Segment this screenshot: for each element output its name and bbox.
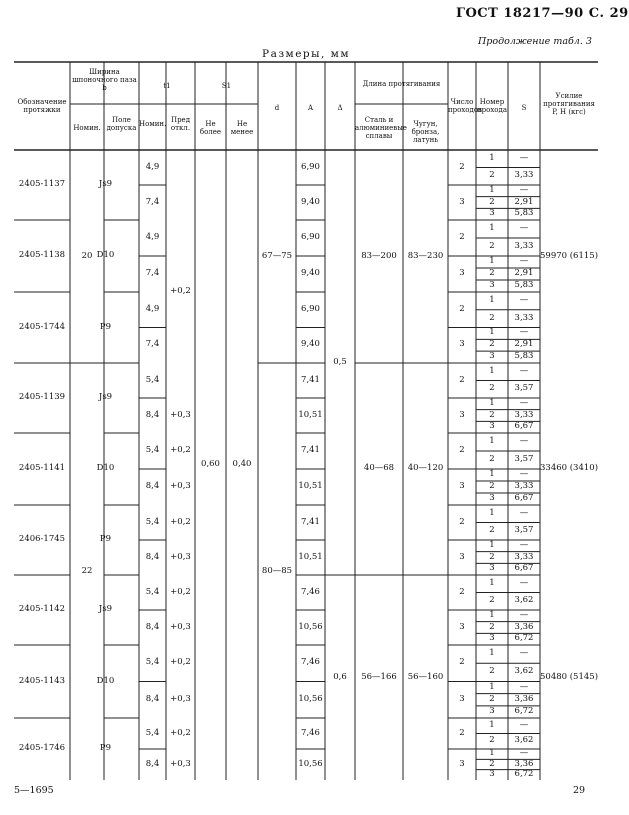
pass-number: 1 — [489, 294, 495, 305]
pass-number: 2 — [489, 268, 495, 278]
pass-count: 2 — [459, 161, 465, 172]
s-value: — — [519, 507, 529, 518]
s1-max: 0,60 — [201, 459, 220, 469]
continuation-note: Продолжение табл. 3 — [478, 36, 592, 47]
pass-number: 2 — [489, 735, 495, 746]
pass-number: 2 — [489, 454, 495, 464]
t1-deviation: +0,2 — [170, 445, 191, 455]
pass-count: 2 — [459, 657, 465, 668]
designation: 2405-1138 — [18, 250, 66, 260]
s-value: 3,33 — [514, 312, 534, 323]
s-value: — — [519, 469, 529, 479]
designation: 2405-1746 — [18, 743, 66, 753]
pass-number: 2 — [489, 481, 495, 491]
col-designation: Обозначение протяжки — [17, 98, 67, 114]
pass-count: 2 — [459, 232, 465, 242]
pass-number: 1 — [489, 152, 495, 163]
s-value: — — [519, 539, 529, 550]
length-steel: 56—166 — [361, 671, 397, 682]
force: 50480 (5145) — [540, 671, 599, 682]
t1-deviation: +0,2 — [170, 285, 191, 296]
pass-count: 3 — [459, 758, 465, 769]
pass-count: 3 — [459, 196, 465, 207]
t1-deviation: +0,3 — [170, 693, 191, 704]
pass-count: 3 — [459, 409, 465, 420]
s-value: 6,67 — [514, 563, 534, 574]
pass-count: 3 — [459, 621, 465, 632]
pass-count: 3 — [459, 268, 465, 278]
s-value: — — [519, 397, 529, 408]
pass-number: 2 — [489, 383, 495, 394]
col-length: Длина протягивания — [362, 80, 441, 88]
pass-number: 1 — [489, 748, 495, 759]
a-value: 10,56 — [298, 693, 323, 704]
tolerance-field: Js9 — [98, 392, 113, 402]
page-code: 5—1695 — [14, 785, 54, 796]
s-value: 2,91 — [514, 339, 534, 350]
pass-number: 3 — [489, 705, 495, 716]
t1-nominal: 8,4 — [145, 551, 160, 562]
pass-number: 2 — [489, 241, 495, 251]
s-value: 3,62 — [514, 735, 534, 746]
s-value: — — [519, 577, 529, 588]
pass-count: 2 — [459, 303, 465, 314]
a-value: 7,41 — [301, 374, 320, 385]
col-s1-max: Не более — [199, 120, 222, 136]
pass-count: 3 — [459, 551, 465, 562]
s-value: — — [519, 294, 529, 305]
col-s1-min: Не менее — [230, 120, 254, 136]
length-iron: 83—230 — [407, 250, 444, 261]
tolerance-field: P9 — [99, 534, 112, 544]
designation: 2406-1745 — [18, 534, 66, 544]
s-value: 6,72 — [514, 768, 534, 779]
t1-nominal: 4,9 — [145, 161, 160, 172]
col-s1: S1 — [221, 82, 232, 90]
s-value: 3,36 — [514, 758, 534, 769]
t1-nominal: 4,9 — [145, 232, 160, 242]
a-value: 9,40 — [301, 339, 320, 350]
designation: 2405-1744 — [18, 321, 66, 332]
a-value: 7,41 — [301, 445, 320, 455]
s-value: — — [519, 327, 529, 338]
s-value: 3,62 — [514, 595, 534, 606]
pass-count: 2 — [459, 727, 465, 738]
t1-nominal: 8,4 — [145, 409, 160, 420]
t1-deviation: +0,3 — [170, 621, 191, 632]
length-steel: 83—200 — [361, 250, 397, 261]
designation: 2405-1142 — [18, 604, 66, 614]
s-value: 3,33 — [514, 241, 534, 251]
t1-nominal: 5,4 — [145, 445, 160, 455]
pass-number: 2 — [489, 551, 495, 562]
s-value: 2,91 — [514, 196, 534, 207]
col-length-steel: Сталь и алюминиевые сплавы — [355, 116, 407, 140]
a-value: 6,90 — [301, 232, 320, 242]
b-nominal: 20 — [81, 250, 93, 261]
t1-deviation: +0,2 — [170, 657, 191, 668]
col-t1-dev: Пред откл. — [170, 116, 191, 132]
pass-count: 2 — [459, 586, 465, 597]
pass-number: 1 — [489, 539, 495, 550]
t1-nominal: 8,4 — [145, 481, 160, 491]
designation: 2405-1137 — [18, 179, 66, 189]
s-value: 3,57 — [514, 525, 534, 536]
s-value: 2,91 — [514, 268, 534, 278]
pass-number: 2 — [489, 339, 495, 350]
s-value: — — [519, 681, 529, 692]
a-value: 7,46 — [301, 657, 320, 668]
s-value: 5,83 — [514, 280, 534, 290]
pass-number: 1 — [489, 469, 495, 479]
standard-number: ГОСТ 18217—90 С. 29 — [456, 6, 629, 21]
delta: 0,6 — [333, 671, 347, 682]
pass-number: 2 — [489, 595, 495, 606]
tolerance-field: D10 — [96, 463, 115, 473]
pass-count: 2 — [459, 516, 465, 527]
pass-number: 2 — [489, 758, 495, 769]
force: 59970 (6115) — [540, 250, 599, 261]
a-value: 10,51 — [298, 551, 323, 562]
col-passes: Число проходов — [448, 98, 482, 114]
designation: 2405-1139 — [18, 392, 66, 402]
tolerance-field: P9 — [99, 321, 112, 332]
d-range: 67—75 — [261, 250, 293, 261]
pass-number: 1 — [489, 365, 495, 376]
b-nominal: 22 — [81, 565, 93, 576]
a-value: 7,46 — [301, 586, 320, 597]
col-a: A — [307, 104, 314, 112]
s-value: — — [519, 152, 529, 163]
d-range: 80—85 — [261, 565, 293, 576]
pass-number: 1 — [489, 184, 495, 195]
force: 33460 (3410) — [540, 463, 599, 473]
pass-number: 3 — [489, 768, 495, 779]
t1-nominal: 8,4 — [145, 758, 160, 769]
length-iron: 40—120 — [407, 463, 444, 473]
s-value: 6,67 — [514, 493, 534, 503]
pass-number: 3 — [489, 280, 495, 290]
t1-nominal: 4,9 — [145, 303, 160, 314]
col-d: d — [274, 104, 280, 112]
t1-deviation: +0,3 — [170, 758, 191, 769]
s-value: — — [519, 648, 529, 659]
pass-number: 2 — [489, 693, 495, 704]
pass-number: 1 — [489, 681, 495, 692]
t1-deviation: +0,3 — [170, 481, 191, 491]
pass-number: 1 — [489, 577, 495, 588]
pass-number: 2 — [489, 409, 495, 420]
t1-nominal: 5,4 — [145, 374, 160, 385]
s-value: 3,62 — [514, 666, 534, 677]
t1-nominal: 5,4 — [145, 727, 160, 738]
col-pass-number: Номер прохода — [476, 98, 507, 114]
pass-number: 1 — [489, 327, 495, 338]
designation: 2405-1143 — [18, 675, 66, 686]
a-value: 10,56 — [298, 621, 323, 632]
s-value: 6,72 — [514, 633, 534, 644]
pass-count: 3 — [459, 339, 465, 350]
s-value: 6,67 — [514, 421, 534, 432]
t1-deviation: +0,3 — [170, 551, 191, 562]
s-value: 3,33 — [514, 481, 534, 491]
a-value: 9,40 — [301, 268, 320, 278]
pass-number: 3 — [489, 493, 495, 503]
tolerance-field: Js9 — [98, 179, 113, 189]
tolerance-field: D10 — [96, 250, 115, 260]
pass-number: 2 — [489, 621, 495, 632]
col-keyway-width: Ширина шпоночного паза b — [72, 68, 137, 92]
pass-number: 3 — [489, 351, 495, 362]
col-s: S — [521, 104, 527, 112]
pass-number: 3 — [489, 208, 495, 219]
pass-number: 1 — [489, 436, 495, 446]
s-value: — — [519, 365, 529, 376]
s-value: — — [519, 748, 529, 759]
length-iron: 56—160 — [407, 671, 444, 682]
s-value: 3,33 — [514, 551, 534, 562]
pass-number: 2 — [489, 312, 495, 323]
t1-nominal: 7,4 — [145, 268, 160, 278]
pass-number: 1 — [489, 648, 495, 659]
a-value: 10,51 — [298, 409, 323, 420]
t1-deviation: +0,2 — [170, 516, 191, 527]
s-value: 3,57 — [514, 383, 534, 394]
t1-nominal: 8,4 — [145, 693, 160, 704]
t1-nominal: 7,4 — [145, 339, 160, 350]
s-value: 3,33 — [514, 170, 534, 181]
pass-number: 3 — [489, 563, 495, 574]
pass-number: 1 — [489, 397, 495, 408]
t1-nominal: 5,4 — [145, 657, 160, 668]
s-value: 5,83 — [514, 208, 534, 219]
length-steel: 40—68 — [363, 463, 395, 473]
t1-deviation: +0,3 — [170, 409, 191, 420]
pass-count: 3 — [459, 481, 465, 491]
t1-nominal: 5,4 — [145, 586, 160, 597]
pass-count: 2 — [459, 374, 465, 385]
s-value: 3,57 — [514, 454, 534, 464]
pass-number: 1 — [489, 223, 495, 233]
t1-nominal: 8,4 — [145, 621, 160, 632]
col-t1: t1 — [163, 82, 171, 90]
a-value: 7,41 — [301, 516, 320, 527]
designation: 2405-1141 — [18, 463, 66, 473]
s1-min: 0,40 — [232, 459, 252, 469]
pass-number: 3 — [489, 421, 495, 432]
pass-number: 1 — [489, 256, 495, 266]
col-t1-nom: Номин. — [139, 120, 167, 128]
s-value: — — [519, 719, 529, 730]
s-value: — — [519, 609, 529, 620]
s-value: — — [519, 223, 529, 233]
a-value: 10,51 — [298, 481, 323, 491]
pass-number: 1 — [489, 507, 495, 518]
t1-nominal: 5,4 — [145, 516, 160, 527]
tolerance-field: D10 — [96, 675, 115, 686]
pass-number: 2 — [489, 666, 495, 677]
page-number: 29 — [573, 785, 586, 796]
a-value: 10,56 — [298, 758, 323, 769]
a-value: 9,40 — [301, 196, 320, 207]
pass-number: 2 — [489, 196, 495, 207]
tolerance-field: Js9 — [98, 604, 113, 614]
col-keyway-nom: Номин. — [73, 124, 101, 132]
pass-number: 3 — [489, 633, 495, 644]
t1-nominal: 7,4 — [145, 196, 160, 207]
t1-deviation: +0,2 — [170, 727, 191, 738]
col-delta: Δ — [337, 104, 343, 112]
col-force: Усилие протягивания P, Н (кгс) — [543, 92, 595, 116]
s-value: 3,33 — [514, 409, 534, 420]
s-value: — — [519, 184, 529, 195]
a-value: 6,90 — [301, 303, 320, 314]
tolerance-field: P9 — [99, 743, 112, 753]
s-value: 5,83 — [514, 351, 534, 362]
col-keyway-tol: Поле допуска — [106, 116, 137, 132]
pass-number: 2 — [489, 170, 495, 181]
pass-number: 1 — [489, 609, 495, 620]
s-value: — — [519, 256, 529, 266]
col-length-iron: Чугун, бронза, латунь — [411, 120, 440, 144]
pass-count: 2 — [459, 445, 465, 455]
t1-deviation: +0,2 — [170, 586, 191, 597]
s-value: 3,36 — [514, 621, 534, 632]
pass-number: 2 — [489, 525, 495, 536]
sizes-label: Размеры, мм — [262, 48, 351, 60]
a-value: 7,46 — [301, 727, 320, 738]
delta: 0,5 — [333, 356, 347, 367]
a-value: 6,90 — [301, 161, 320, 172]
s-value: 3,36 — [514, 693, 534, 704]
s-value: — — [519, 436, 529, 446]
pass-count: 3 — [459, 693, 465, 704]
pass-number: 1 — [489, 719, 495, 730]
s-value: 6,72 — [514, 705, 534, 716]
